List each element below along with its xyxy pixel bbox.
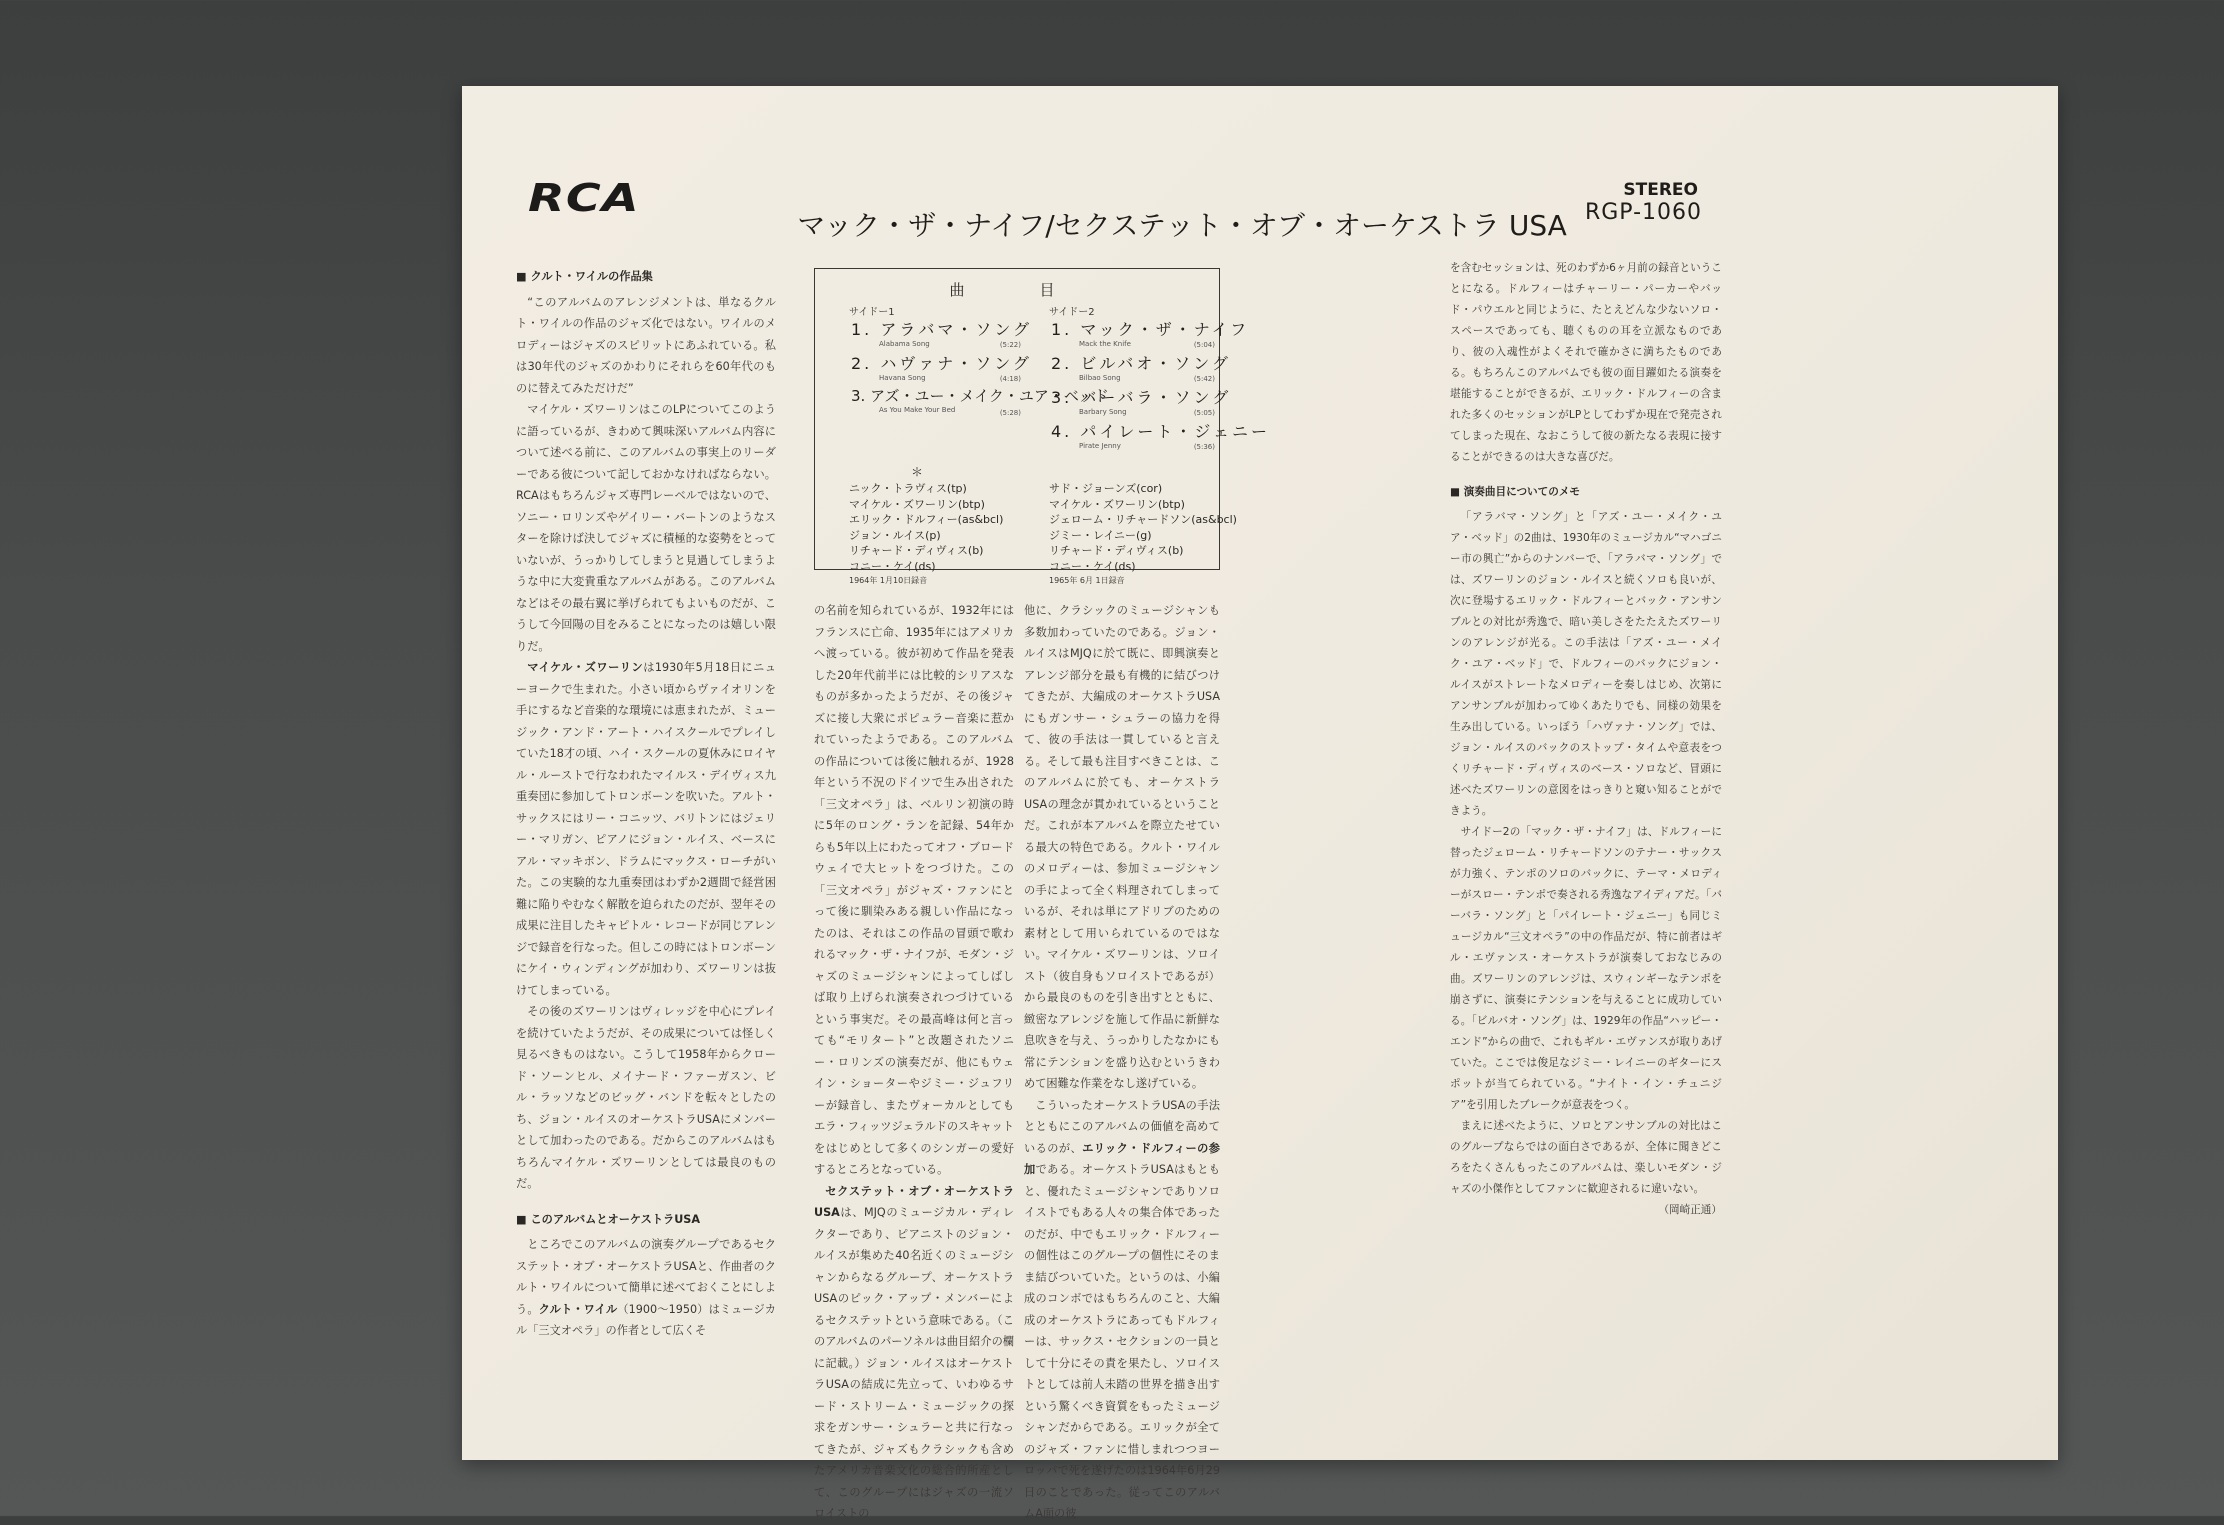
- paragraph: “このアルバムのアレンジメントは、単なるクルト・ワイルの作品のジャズ化ではない。ワイルのメロディーはジャズのスピリットにあふれている。私は30年代のジャズのかわりにそれらを60年代のものに替えてみただけだ”: [516, 295, 776, 395]
- paragraph: マイケル・ズワーリンは1930年5月18日にニューヨークで生まれた。小さい頃からヴァイオリンを手にするなど音楽的な環境には恵まれたが、ミュージック・アンド・アート・ハイスクールでプレイしていた18才の頃、ハイ・スクールの夏休みにロイヤル・ルーストで行なわれたマイルス・デイヴィス九重奏団に参加してトロンボーンを吹いた。アルト・サックスにはリー・コニッツ、バリトンにはジェリー・マリガン、ピアノにジョン・ルイス、ベースにアル・マッキボン、ドラムにマックス・ローチがいた。この実験的な九重奏団はわずか2週間で経営困難に陥りやむなく解散を迫られたのだが、翌年その成果に注目したキャピトル・レコードが同じアレンジで録音を行なった。但しこの時にはトロンボーンにケイ・ウィンディングが加わり、ズワーリンは抜けてしまっている。: [516, 661, 776, 997]
- paragraph: マイケル・ズワーリンはこのLPについてこのように語っているが、きわめて興味深いアルバム内容について述べる前に、このアルバムの事実上のリーダーである彼について記しておかなければならない。RCAはもちろんジャズ専門レーベルではないので、ソニー・ロリンズやゲイリー・バートンのようなスターを除けば決してジャズに積極的な姿勢をとっていないが、うっかりしてしまうと見過してしまうような中に大変貴重なアルバムがある。このアルバムなどはその最右翼に挙げられてもよいものだが、こうして今回陽の目をみることになったのは嬉しい限りだ。: [516, 403, 776, 653]
- paragraph: こういったオーケストラUSAの手法とともにこのアルバムの価値を高めているのが、エリック・ドルフィーの参加である。オーケストラUSAはもともと、優れたミュージシャンでありソロイストでもある人々の集合体であったのだが、中でもエリック・ドルフィーの個性はこのグループの個性にそのまま結びついていた。というのは、小編成のコンボではもちろんのこと、大編成のオーケストラにあってもドルフィーは、サックス・セクションの一員として十分にその責を果たし、ソロイストとしては前人未踏の世界を描き出すという驚くべき資質をもったミュージシャンだからである。エリックが全てのジャズ・ファンに惜しまれつつヨーロッパで死を遂げたのは1964年6月29日のことであった。従ってこのアルバムA面の彼: [1024, 1098, 1220, 1520]
- paragraph: を含むセッションは、死のわずか6ヶ月前の録音ということになる。ドルフィーはチャーリー・パーカーやバッド・パウエルと同じように、たとえどんな少ないソロ・スペースであっても、聴くものの耳を立派なものであり、彼の入魂性がよくそれで確かさに満ちたものである。もちろんこのアルバムでも彼の面目躍如たる演奏を堪能することができるが、エリック・ドルフィーの含まれた多くのセッションがLPとしてわずか現在で発売されてしまった現在、なおこうして彼の新たなる表現に接することができるのは大きな喜びだ。: [1450, 262, 1722, 463]
- notes-column-2: [814, 600, 1014, 1520]
- tracklist-heading: 曲 目: [949, 281, 1085, 299]
- side-2-label: サイドー2: [1049, 307, 1095, 318]
- section-heading: ■ 演奏曲目についてのメモ: [1450, 482, 1722, 503]
- liner-notes-sheet: [462, 86, 2058, 1520]
- paragraph: 「アラバマ・ソング」と「アズ・ユー・メイク・ユア・ベッド」の2曲は、1930年のミュージカル“マハゴニー市の興亡”からのナンバーで、「アラバマ・ソング」では、ズワーリンのジョン・ルイスと続くソロも良いが、次に登場するエリック・ドルフィーとバック・アンサンブルとの対比が秀逸で、暗い美しさをたたえたズワーリンのアレンジが光る。この手法は「アズ・ユー・メイク・ユア・ベッド」で、ドルフィーのバックにジョン・ルイスがストレートなメロディーを奏しはじめ、次第にアンサンブルが加わってゆくあたりでも、同様の効果を生み出している。いっぽう「ハヴァナ・ソング」では、ジョン・ルイスのバックのストップ・タイムや意表をつくリチャード・ディヴィスのベース・ソロなど、冒頭に述べたズワーリンの意図をはっきりと窺い知ることができよう。: [1450, 511, 1722, 817]
- bold-name: セクステット・オブ・オーケストラUSA: [814, 1184, 1014, 1219]
- notes-column-4: [1450, 258, 1722, 1408]
- section-heading: ■ このアルバムとオーケストラUSA: [516, 1209, 776, 1231]
- paragraph: その後のズワーリンはヴィレッジを中心にプレイを続けていたようだが、その成果については怪しく見るべきものはない。こうして1958年からクロード・ソーンヒル、メイナード・ファーガスン、ビル・ラッソなどのビッグ・バンドを転々としたのち、ジョン・ルイスのオーケストラUSAにメンバーとして加わったのである。だからこのアルバムはもちろんマイケル・ズワーリンとしては最良のものだ。: [516, 1005, 776, 1190]
- notes-column-1: [516, 258, 776, 1337]
- track-side1-3: 3. アズ・ユー・メイク・ユア・ベッド As You Make Your Bed (5:28): [851, 387, 1109, 417]
- track-side1-2: 2. ハヴァナ・ソング Havana Song (4:18): [851, 354, 1032, 383]
- tracklist-box: [814, 268, 1271, 585]
- track-side1-1: 1. アラバマ・ソング Alabama Song (5:22): [851, 320, 1033, 349]
- rca-logo: RCA: [528, 176, 640, 220]
- paragraph: 他に、クラシックのミュージシャンも多数加わっていたのである。ジョン・ルイスはMJQに於て既に、即興演奏とアレンジ部分を最も有機的に結びつけてきたが、大編成のオーケストラUSAにもガンサー・シュラーの協力を得て、彼の手法は一貫していると言える。そして最も注目すべきことは、このアルバムに於ても、オーケストラUSAの理念が貫かれているということだ。これが本アルバムを際立たせている最大の特色である。クルト・ワイルのメロディーは、参加ミュージシャンの手によって全く料理されてしまっているが、それは単にアドリブのための素材として用いられているのではない。マイケル・ズワーリンは、ソロイスト（彼自身もソロイストであるが）から最良のものを引き出すとともに、緻密なアレンジを施して作品に新鮮な息吹きを与え、うっかりしたなかにも常にテンションを盛り込むというきわめて困難な作業をなし遂げている。: [1024, 604, 1220, 1090]
- paragraph: サイドー2の「マック・ザ・ナイフ」は、ドルフィーに替ったジェローム・リチャードソンのテナー・サックスが力強く、テンポのソロのバックに、テーマ・メロディーがスロー・テンポで奏される秀逸なアイディアだ。「バーバラ・ソング」と「パイレート・ジェニー」も同じミュージカル“三文オペラ”の中の作品だが、特に前者はギル・エヴァンス・オーケストラが演奏しておなじみの曲。ズワーリンのアレンジは、スウィンギーなテンポを崩さずに、演奏にテンションを与えることに成功している。「ビルバオ・ソング」は、1929年の作品“ハッピー・エンド”からの曲で、これもギル・エヴァンスが取りあげていた。ここでは俊足なジミー・レイニーのギターにスポットが当てられている。“ナイト・イン・チュニジア”を引用したブレークが意表をつく。: [1450, 826, 1722, 1111]
- personnel-side1: ニック・トラヴィス(tp) マイケル・ズワーリン(btp) エリック・ドルフィー(as&bcl) ジョン・ルイス(p) リチャード・ディヴィス(b) コニー・ケイ(ds): [849, 482, 1004, 573]
- track-side2-3: 3. バーバラ・ソング Barbary Song (5:05): [1051, 388, 1232, 417]
- bold-name: エリック・ドルフィーの参加: [1024, 1141, 1220, 1176]
- catalog-number: RGP-1060: [1584, 200, 1702, 225]
- paragraph: セクステット・オブ・オーケストラUSAは、MJQのミュージカル・ディレクターであり、ピアニストのジョン・ルイスが集めた40名近くのミュージシャンからなるグループ、オーケストラUSAのピック・アップ・メンバーによるセクステットという意味である。（このアルバムのパーソネルは曲目紹介の欄に記載。）ジョン・ルイスはオーケストラUSAの結成に先立って、いわゆるサード・ストリーム・ミュージックの探求をガンサー・シュラーと共に行なってきたが、ジャズもクラシックも含めたアメリカ音楽文化の総合的所産として、このグループにはジャズの一流ソロイストの: [814, 1184, 1014, 1520]
- stereo-label: STEREO: [1623, 180, 1698, 200]
- author-signature: （岡崎正通）: [1658, 1204, 1722, 1216]
- paragraph: ところでこのアルバムの演奏グループであるセクステット・オブ・オーケストラUSAと、作曲者のクルト・ワイルについて簡単に述べておくことにしよう。クルト・ワイル（1900～1950）はミュージカル「三文オペラ」の作者として広くそ: [516, 1238, 776, 1337]
- personnel-side2: サド・ジョーンズ(cor) マイケル・ズワーリン(btp) ジェローム・リチャードソン(as&bcl) ジミー・レイニー(g) リチャード・ディヴィス(b) コニー・ケイ(ds): [1049, 482, 1237, 573]
- bold-name: クルト・ワイル: [538, 1302, 618, 1316]
- track-side2-1: 1. マック・ザ・ナイフ Mack the Knife (5:04): [1051, 320, 1250, 349]
- recording-date-side2: 1965年 6月 1日録音: [1049, 576, 1125, 585]
- notes-column-3: [1024, 600, 1220, 1520]
- paragraph: の名前を知られているが、1932年にはフランスに亡命、1935年にはアメリカへ渡っている。彼が初めて作品を発表した20年代前半には比較的シリアスなものが多かったようだが、その後ジャズに接し大衆にポピュラー音楽に惹かれていったようである。このアルバムの作品については後に触れるが、1928年という不況のドイツで生み出された「三文オペラ」は、ベルリン初演の時に5年のロング・ランを記録、54年からも5年以上にわたってオフ・ブロードウェイで大ヒットをつづけた。この「三文オペラ」がジャズ・ファンにとって後に馴染みある親しい作品になったのは、それはこの作品の冒頭で歌われるマック・ザ・ナイフが、モダン・ジャズのミュージシャンによってしばしば取り上げられ演奏されつづけているという事実だ。その最高峰は何と言っても“モリタート”と改題されたソニー・ロリンズの演奏だが、他にもウェイン・ショーターやジミー・ジュフリーが録音し、またヴォーカルとしてもエラ・フィッツジェラルドのスキャットをはじめとして多くのシンガーの愛好するところとなっている。: [814, 604, 1014, 1176]
- track-side2-4: 4. パイレート・ジェニー Pirate Jenny (5:36): [1051, 422, 1271, 451]
- separator-asterisk: ＊: [911, 465, 924, 479]
- bold-name: マイケル・ズワーリン: [527, 661, 644, 674]
- side-1-label: サイドー1: [849, 307, 895, 318]
- album-title: マック・ザ・ナイフ/セクステット・オブ・オーケストラ USA: [797, 209, 1567, 242]
- recording-date-side1: 1964年 1月10日録音: [849, 576, 928, 585]
- paragraph: まえに述べたように、ソロとアンサンブルの対比はこのグループならではの面白さであるが、全体に聞きどころをたくさんもったこのアルバムは、楽しいモダン・ジャズの小傑作としてファンに歓迎されるに違いない。: [1450, 1120, 1722, 1195]
- track-side2-2: 2. ビルバオ・ソング Bilbao Song (5:42): [1051, 354, 1231, 383]
- section-heading: ■ クルト・ワイルの作品集: [516, 266, 776, 288]
